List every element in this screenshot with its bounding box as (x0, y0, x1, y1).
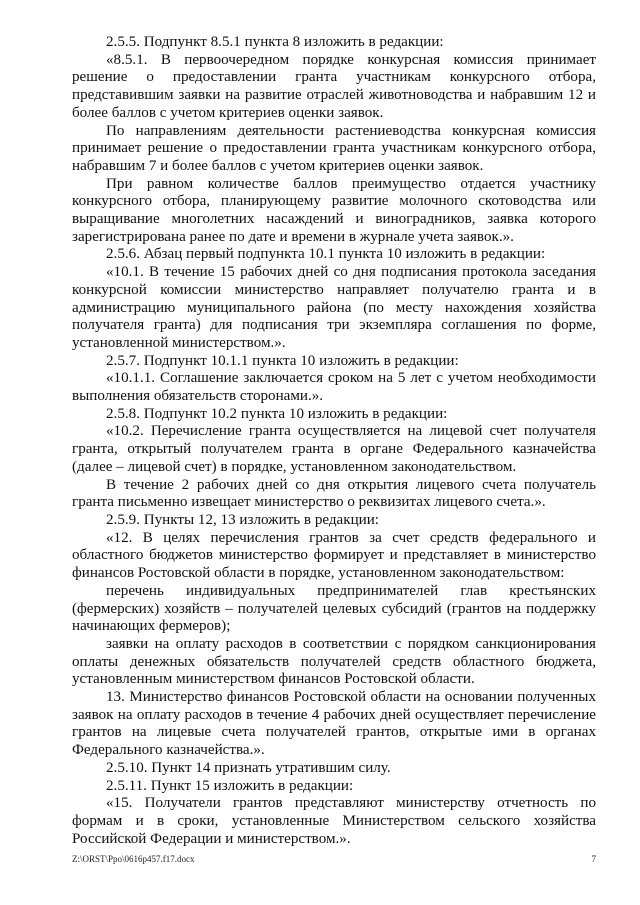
paragraph: «10.2. Перечисление гранта осуществляется на лицевой счет получателя гранта, открытый получателем гранта в органе Федерального казначейства (далее – лицевой счет) в порядке, установленном законодательством. (72, 423, 596, 475)
paragraph: 2.5.8. Подпункт 10.2 пункта 10 изложить в редакции: (106, 405, 448, 422)
paragraph: 2.5.5. Подпункт 8.5.1 пункта 8 изложить в редакции: (106, 34, 444, 50)
paragraph: «10.1. В течение 15 рабочих дней со дня подписания протокола заседания конкурсной комиссии министерство направляет получателю гранта и в администрацию муниципального района (по месту нахождения хозяйства получателя гранта) для подписания три экземпляра соглашения по форме, установленной министерством.». (72, 264, 596, 351)
paragraph: «15. Получатели грантов представляют министерству отчетность по формам и в сроки, установленные Министерством сельского хозяйства Российской Федерации и министерством.». (72, 795, 596, 847)
paragraph: заявки на оплату расходов в соответствии с порядком санкционирования оплаты денежных обязательств получателей средств областного бюджета, установленным министерством финансов Ростовской области. (72, 635, 596, 688)
paragraph: «12. В целях перечисления грантов за счет средств федерального и областного бюджетов министерство формирует и представляет в министерство финансов Ростовской области в порядке, установленном законодательством: (72, 529, 596, 582)
paragraph: При равном количестве баллов преимущество отдается участнику конкурсного отбора, планирующему развитие молочного скотоводства или выращивание многолетних насаждений и виноградников, заявка которого зарегистрирована ранее по дате и времени в журнале учета заявок.». (72, 175, 596, 245)
paragraph: 2.5.10. Пункт 14 признать утратившим силу. (106, 759, 391, 776)
paragraph: В течение 2 рабочих дней со дня открытия лицевого счета получатель гранта письменно извещает министерство о реквизитах лицевого счета.». (72, 476, 596, 511)
paragraph: «10.1.1. Соглашение заключается сроком на 5 лет с учетом необходимости выполнения обязательств сторонами.». (72, 370, 596, 405)
paragraph: «8.5.1. В первоочередном порядке конкурсная комиссия принимает решение о предоставлении гранта участникам конкурсного отбора, представившим заявки на развитие отраслей животноводства и набравшим 12 и более баллов с учетом критериев оценки заявок. (72, 51, 596, 121)
paragraph: 13. Министерство финансов Ростовской области на основании полученных заявок на оплату расходов в течение 4 рабочих дней осуществляет перечисление грантов на лицевые счета получателей грантов, открытые ими в органах Федерального казначейства.». (72, 689, 596, 759)
paragraph: перечень индивидуальных предпринимателей глав крестьянских (фермерских) хозяйств – получателей целевых субсидий (грантов на поддержку начинающих фермеров); (72, 582, 596, 635)
paragraph: 2.5.6. Абзац первый подпункта 10.1 пункта 10 изложить в редакции: (106, 246, 546, 263)
paragraph: По направлениям деятельности растениеводства конкурсная комиссия принимает решение о предоставлении гранта участникам конкурсного отбора, набравшим 7 и более баллов с учетом критериев оценки заявок. (72, 122, 596, 174)
paragraph: 2.5.7. Подпункт 10.1.1 пункта 10 изложить в редакции: (106, 352, 459, 369)
file-path: Z:\ORST\Ppo\0616p457.f17.docx (72, 854, 195, 864)
paragraph: 2.5.11. Пункт 15 изложить в редакции: (106, 777, 354, 794)
document-body (72, 34, 596, 848)
paragraph: 2.5.9. Пункты 12, 13 изложить в редакции: (106, 511, 379, 528)
page-number: 7 (591, 854, 596, 864)
